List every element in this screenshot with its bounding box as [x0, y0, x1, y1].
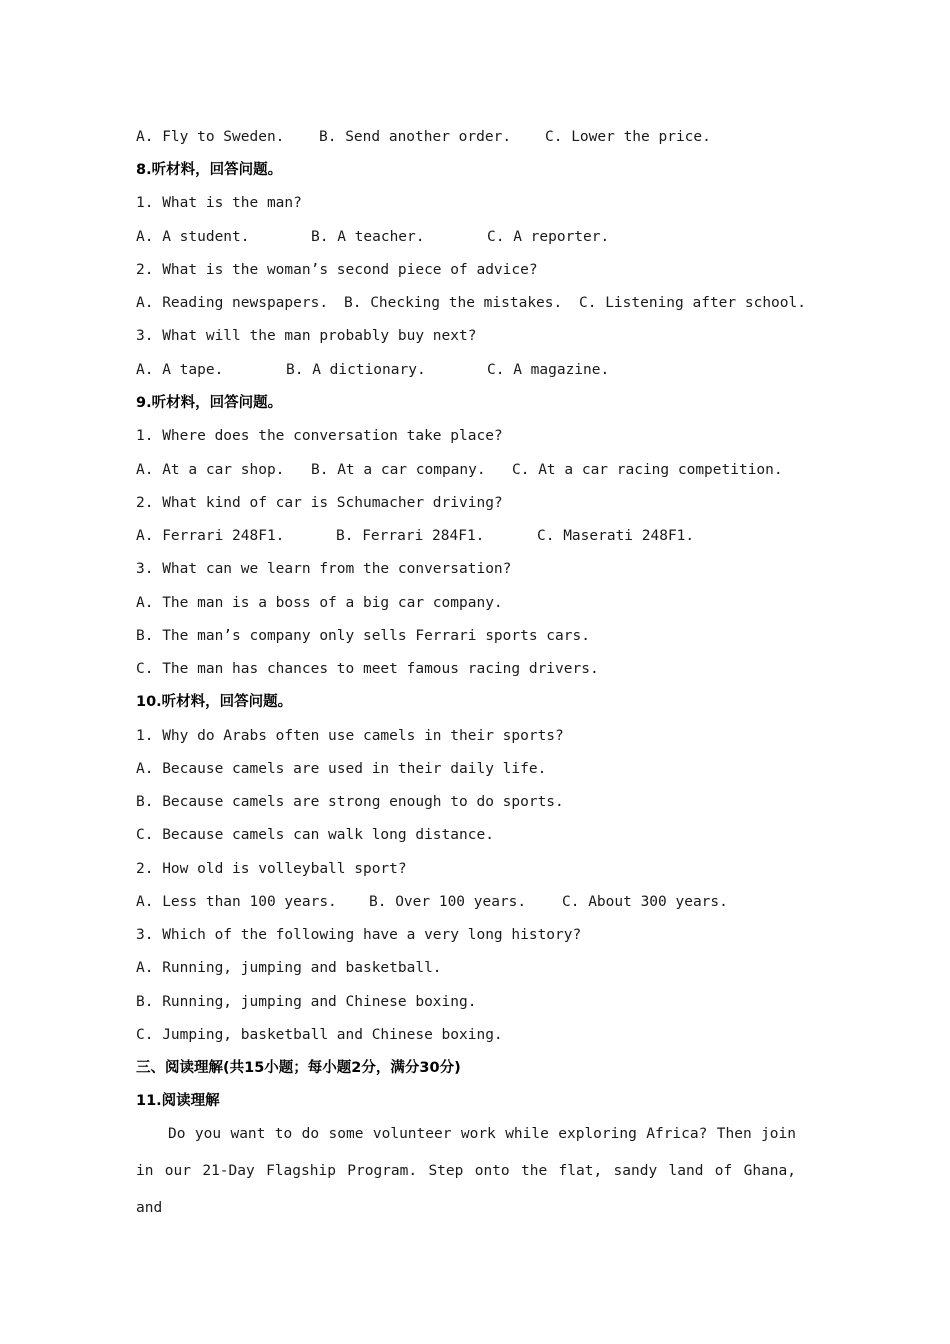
option-c: C. A magazine. — [487, 362, 610, 378]
option-row — [136, 127, 836, 147]
option-c: C. The man has chances to meet famous racing drivers. — [136, 661, 599, 677]
option-a: A. Fly to Sweden. — [136, 129, 285, 145]
option-row — [136, 227, 836, 247]
reading-passage: Do you want to do some volunteer work while exploring Africa? Then join in our 21-Day Flagship Program. Step onto the flat, sandy land of Ghana, and — [136, 1126, 796, 1216]
question-text: 3. What will the man probably buy next? — [136, 328, 477, 344]
option-row — [136, 892, 836, 912]
question-text: 3. Which of the following have a very long history? — [136, 927, 582, 943]
question-text: 2. How old is volleyball sport? — [136, 861, 407, 877]
option-row — [136, 360, 836, 380]
question-heading-9: 9.听材料，回答问题。 — [136, 395, 283, 411]
option-row — [136, 293, 836, 313]
question-heading-11: 11.阅读理解 — [136, 1093, 220, 1109]
option-a: A. Ferrari 248F1. — [136, 528, 285, 544]
option-c: C. A reporter. — [487, 229, 610, 245]
option-b: B. At a car company. — [311, 462, 486, 478]
option-c: C. Jumping, basketball and Chinese boxing. — [136, 1027, 503, 1043]
option-b: B. A teacher. — [311, 229, 425, 245]
question-heading-10: 10.听材料，回答问题。 — [136, 694, 293, 710]
question-text: 1. Where does the conversation take place? — [136, 428, 503, 444]
option-b: B. Running, jumping and Chinese boxing. — [136, 994, 477, 1010]
option-b: B. Ferrari 284F1. — [336, 528, 485, 544]
option-a: A. A student. — [136, 229, 250, 245]
option-b: B. Send another order. — [319, 129, 512, 145]
question-text: 1. What is the man? — [136, 195, 302, 211]
option-c: C. Because camels can walk long distance. — [136, 827, 494, 843]
option-row — [136, 460, 836, 480]
option-b: B. Over 100 years. — [369, 894, 527, 910]
option-b: B. The man’s company only sells Ferrari sports cars. — [136, 628, 590, 644]
option-a: A. Running, jumping and basketball. — [136, 960, 442, 976]
option-a: A. Less than 100 years. — [136, 894, 337, 910]
option-a: A. A tape. — [136, 362, 224, 378]
option-b: B. A dictionary. — [286, 362, 426, 378]
question-heading-8: 8.听材料，回答问题。 — [136, 162, 283, 178]
option-c: C. At a car racing competition. — [512, 462, 783, 478]
option-a: A. Because camels are used in their daily life. — [136, 761, 547, 777]
option-c: C. Listening after school. — [579, 295, 806, 311]
option-a: A. The man is a boss of a big car company. — [136, 595, 503, 611]
option-row — [136, 526, 836, 546]
section-heading: 三、阅读理解(共15小题；每小题2分，满分30分) — [136, 1060, 461, 1076]
question-text: 2. What kind of car is Schumacher driving? — [136, 495, 503, 511]
option-c: C. Lower the price. — [545, 129, 711, 145]
question-text: 2. What is the woman’s second piece of advice? — [136, 262, 538, 278]
option-c: C. About 300 years. — [562, 894, 728, 910]
question-text: 3. What can we learn from the conversation? — [136, 561, 512, 577]
option-b: B. Because camels are strong enough to do sports. — [136, 794, 564, 810]
option-c: C. Maserati 248F1. — [537, 528, 695, 544]
option-b: B. Checking the mistakes. — [344, 295, 563, 311]
option-a: A. Reading newspapers. — [136, 295, 329, 311]
question-text: 1. Why do Arabs often use camels in their sports? — [136, 728, 564, 744]
option-a: A. At a car shop. — [136, 462, 285, 478]
